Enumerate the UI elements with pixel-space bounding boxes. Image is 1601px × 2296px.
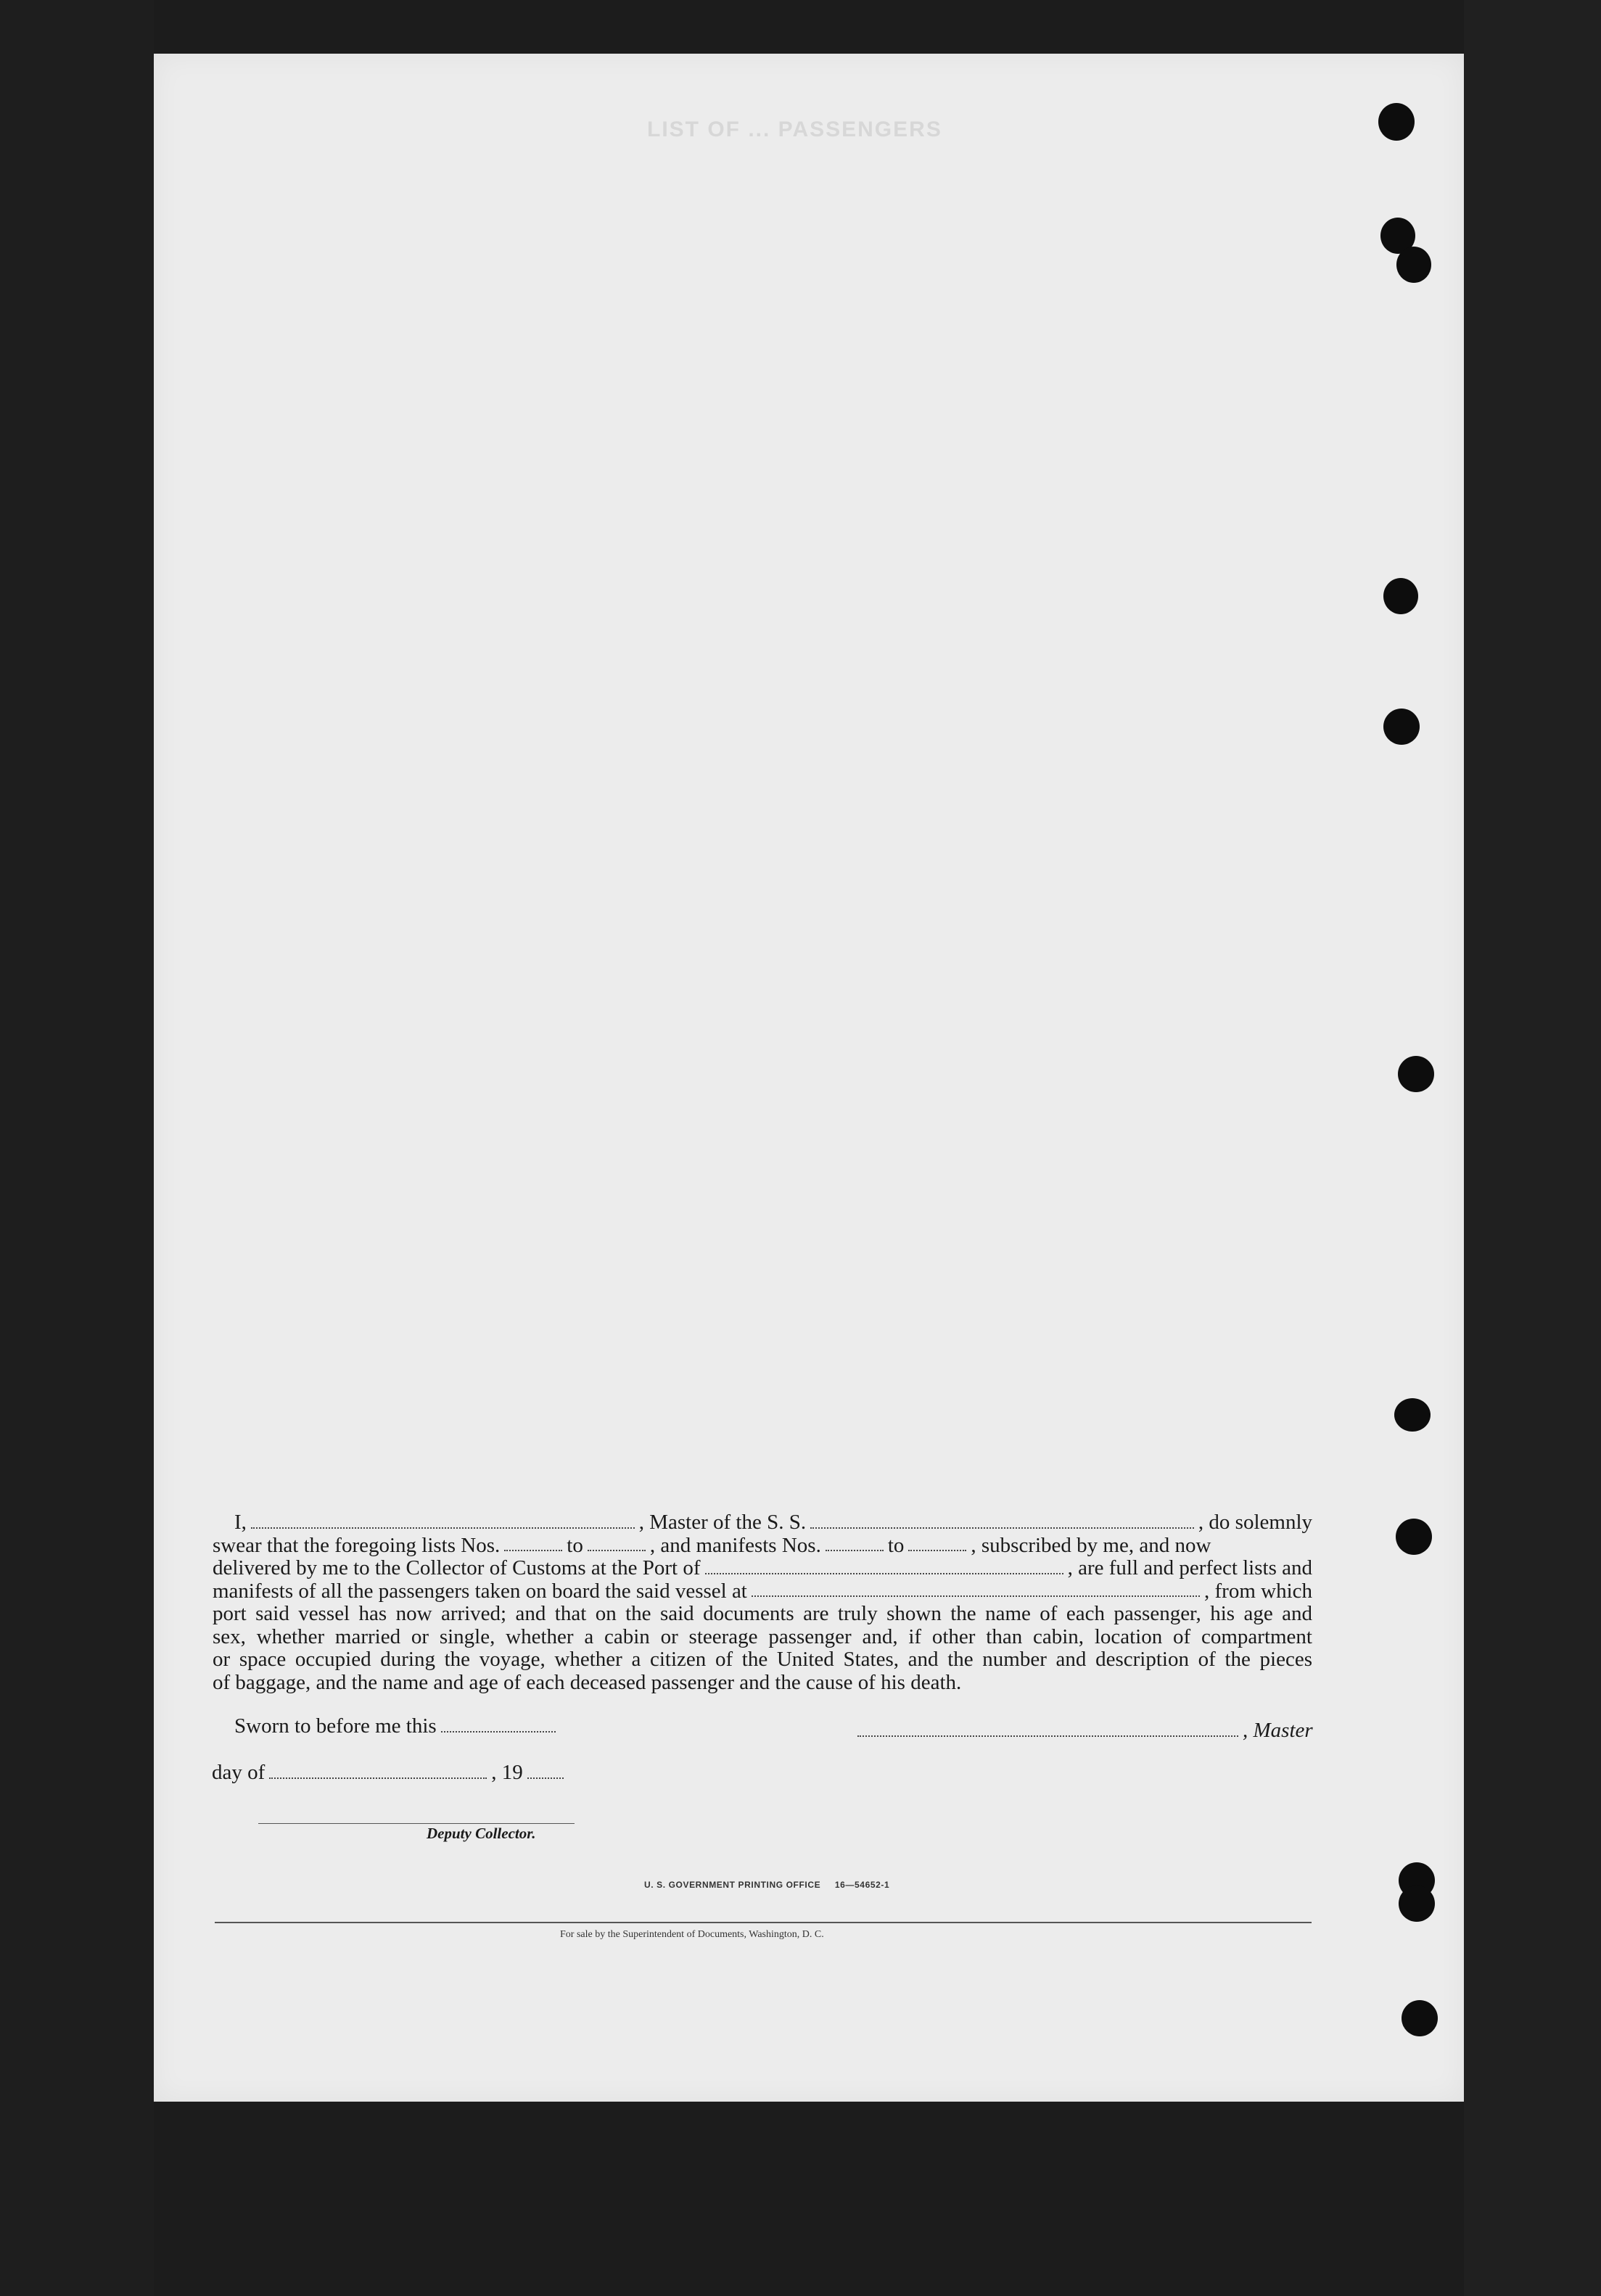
manifests-from-field[interactable] bbox=[826, 1550, 884, 1551]
year-label: , 19 bbox=[491, 1761, 523, 1784]
punch-hole bbox=[1378, 103, 1415, 141]
master-signature-row bbox=[853, 1719, 1313, 1743]
oath-line-8: of baggage, and the name and age of each deceased passenger and the cause of his death. bbox=[213, 1670, 962, 1694]
footer-rule bbox=[215, 1922, 1312, 1923]
oath-text: , and manifests Nos. bbox=[649, 1533, 821, 1557]
manifest-page bbox=[154, 54, 1464, 2102]
oath-text: swear that the foregoing lists Nos. bbox=[213, 1533, 501, 1557]
master-name-field[interactable] bbox=[251, 1527, 635, 1529]
film-left-edge bbox=[0, 0, 154, 2296]
departure-port-field[interactable] bbox=[752, 1595, 1200, 1597]
punch-hole bbox=[1394, 1398, 1431, 1432]
oath-text: to bbox=[887, 1533, 905, 1557]
month-field[interactable] bbox=[269, 1777, 487, 1779]
day-of-label: day of bbox=[212, 1761, 266, 1784]
punch-hole bbox=[1396, 247, 1431, 283]
sworn-label: Sworn to before me this bbox=[234, 1714, 437, 1738]
oath-text: to bbox=[567, 1533, 583, 1557]
deputy-signature-line[interactable] bbox=[258, 1823, 575, 1824]
punch-hole bbox=[1383, 709, 1420, 745]
manifests-to-field[interactable] bbox=[908, 1550, 966, 1551]
master-label: , Master bbox=[1243, 1719, 1313, 1742]
oath-line-6: sex, whether married or single, whether a cabin or steerage passenger and, if other than cabin, location of compartment bbox=[213, 1624, 1312, 1648]
sale-notice: For sale by the Superintendent of Documents, Washington, D. C. bbox=[560, 1929, 824, 1940]
punch-hole bbox=[1399, 1886, 1435, 1922]
vessel-name-field[interactable] bbox=[810, 1527, 1194, 1529]
bleedthrough-header: LIST OF ... PASSENGERS bbox=[647, 117, 942, 141]
lists-to-field[interactable] bbox=[588, 1550, 646, 1551]
sworn-day-field[interactable] bbox=[441, 1731, 556, 1733]
film-right-edge bbox=[1464, 0, 1601, 2296]
oath-text: , subscribed by me, and now bbox=[971, 1533, 1211, 1557]
oath-text: , Master of the S. S. bbox=[638, 1511, 807, 1534]
punch-hole bbox=[1402, 2000, 1438, 2036]
punch-hole bbox=[1398, 1056, 1434, 1092]
deputy-collector-label: Deputy Collector. bbox=[427, 1825, 536, 1842]
year-field[interactable] bbox=[527, 1777, 564, 1779]
oath-line-3 bbox=[213, 1557, 1312, 1580]
oath-line-7: or space occupied during the voyage, whether a citizen of the United States, and the number and description of the pieces bbox=[213, 1648, 1312, 1671]
oath-text: , are full and perfect lists and bbox=[1067, 1556, 1312, 1579]
oath-text: manifests of all the passengers taken on board the said vessel at bbox=[213, 1579, 747, 1603]
oath-line-4 bbox=[213, 1580, 1312, 1603]
gpo-imprint: U. S. GOVERNMENT PRINTING OFFICE 16—54652-1 bbox=[644, 1880, 890, 1890]
lists-from-field[interactable] bbox=[504, 1550, 562, 1551]
day-of-row bbox=[212, 1761, 568, 1785]
oath-text: , from which bbox=[1204, 1579, 1312, 1603]
oath-text: , do solemnly bbox=[1198, 1511, 1313, 1534]
oath-line-1 bbox=[213, 1511, 1312, 1535]
sworn-row bbox=[234, 1714, 560, 1738]
punch-hole bbox=[1396, 1519, 1432, 1555]
oath-text: I, bbox=[234, 1511, 247, 1534]
master-oath bbox=[213, 1511, 1312, 1694]
oath-line-5: port said vessel has now arrived; and that on the said documents are truly shown the name of each passenger, his age and bbox=[213, 1602, 1312, 1625]
punch-hole bbox=[1383, 578, 1418, 614]
oath-text: delivered by me to the Collector of Customs at the Port of bbox=[213, 1556, 701, 1579]
oath-line-2 bbox=[213, 1535, 1312, 1558]
master-signature-field[interactable] bbox=[857, 1735, 1238, 1737]
port-field[interactable] bbox=[705, 1573, 1063, 1574]
